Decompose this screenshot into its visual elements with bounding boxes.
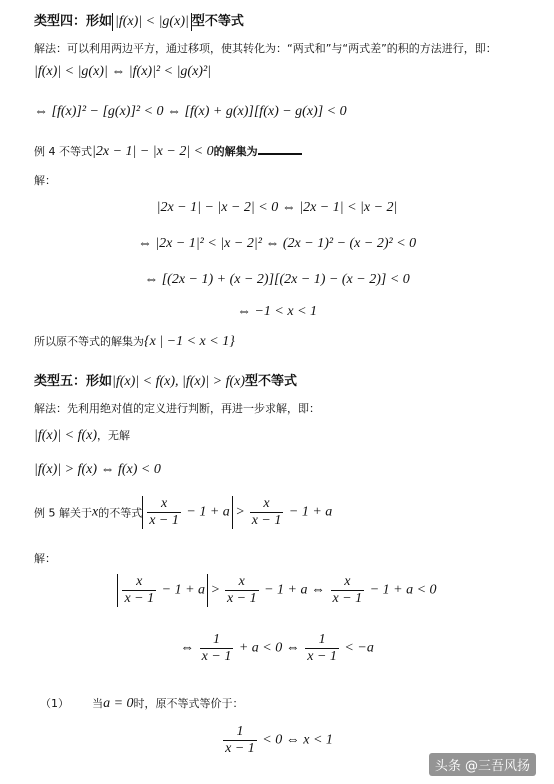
- fraction-denominator: x − 1: [201, 649, 232, 664]
- section4-method: 解法：可以利用两边平方，通过移项，使其转化为：“两式和”与“两式差”的积的方法进行，即：: [34, 42, 497, 55]
- example5-step1: [0, 574, 554, 607]
- fraction-denominator: x − 1: [149, 513, 179, 528]
- section4-eq1: |f(x)| < |g(x)| ⇔ |f(x)|² < |g(x)²|: [34, 64, 212, 79]
- section4-eq2: ⇔ [f(x)]² − [g(x)]² < 0 ⇔ [f(x) + g(x)][f(x) − g(x)] < 0: [34, 104, 347, 119]
- answer-blank: [258, 141, 302, 155]
- example4-step1: |2x − 1| − |x − 2| < 0 ⇔ |2x − 1| < |x − 2|: [156, 200, 398, 215]
- fraction: [147, 496, 181, 529]
- expr-tail: − 1 + a: [158, 582, 206, 598]
- fraction-numerator: x: [147, 496, 181, 513]
- example4-step2: ⇔ |2x − 1|² < |x − 2|² ⇔ (2x − 1)² − (x − 2)² < 0: [137, 236, 417, 251]
- fraction: [200, 632, 234, 665]
- iff-symbol: ⇔: [180, 640, 198, 656]
- fraction: [122, 574, 156, 607]
- case1-condition: a = 0: [103, 696, 134, 711]
- watermark: 头条 @三吾风扬: [429, 753, 536, 776]
- section5-prefix: 类型五：形如: [34, 374, 113, 389]
- fraction-numerator: 1: [200, 632, 234, 649]
- example4-line: [34, 140, 302, 160]
- fraction-numerator: 1: [223, 724, 257, 741]
- iff-symbol: ⇔: [307, 582, 329, 598]
- case1-text1: 当: [92, 697, 104, 710]
- section5-method: 解法：先利用绝对值的定义进行判断，再进一步求解，即：: [34, 402, 320, 415]
- example5-var: x: [92, 504, 99, 520]
- expr-tail: < −a: [340, 640, 374, 656]
- section4-heading: [34, 10, 244, 31]
- example5-step2: [0, 632, 554, 665]
- expr-tail: − 1 + a < 0: [366, 582, 437, 598]
- iff-symbol: ⇔: [282, 640, 304, 656]
- example4-suffix: 的解集为: [213, 145, 258, 158]
- example5-prefix: 例 5 解关于: [34, 506, 92, 520]
- example4-formula: |2x − 1| − |x − 2| < 0: [92, 144, 214, 159]
- greater-than: >: [232, 504, 248, 520]
- expr-tail: < 0 ⇔ x < 1: [258, 732, 333, 748]
- fraction-numerator: x: [122, 574, 156, 591]
- case1-line: [40, 692, 244, 712]
- fraction: [305, 632, 339, 665]
- example5-abs-expr: [142, 496, 233, 529]
- section5-formula: |f(x)| < f(x), |f(x)| > f(x): [112, 374, 246, 389]
- example4-step3: ⇔ [(2x − 1) + (x − 2)][(2x − 1) − (x − 2)] < 0: [144, 272, 410, 287]
- section5-suffix: 型不等式: [245, 374, 298, 389]
- expr-tail: + a < 0: [235, 640, 283, 656]
- fraction-numerator: x: [225, 574, 259, 591]
- fraction-denominator: x − 1: [124, 591, 155, 606]
- example5-line: [34, 496, 332, 529]
- expr-tail: − 1 + a: [182, 504, 230, 520]
- fraction-denominator: x − 1: [307, 649, 337, 664]
- fraction: [331, 574, 365, 607]
- example4-solution-label: 解：: [34, 174, 56, 187]
- expr-tail: − 1 + a: [260, 582, 308, 598]
- fraction: [225, 574, 259, 607]
- example5-solution-label: 解：: [34, 552, 56, 565]
- fraction: [250, 496, 284, 529]
- section5-rule2: |f(x)| > f(x) ⇔ f(x) < 0: [34, 462, 161, 477]
- fraction: [223, 724, 257, 757]
- example5-mid: 的不等式: [98, 506, 143, 520]
- example4-answer-prefix: 所以原不等式的解集为: [34, 335, 144, 348]
- fraction-denominator: x − 1: [332, 591, 363, 606]
- example4-step4: ⇔ −1 < x < 1: [236, 304, 318, 319]
- fraction-denominator: x − 1: [226, 591, 257, 606]
- fraction-denominator: x − 1: [251, 513, 282, 528]
- step1-abs-expr: [117, 574, 208, 607]
- greater-than: >: [208, 582, 223, 598]
- expr-tail: − 1 + a: [285, 504, 333, 520]
- fraction-denominator: x − 1: [225, 741, 255, 756]
- section5-heading: [34, 370, 297, 390]
- example4-answer-set: {x | −1 < x < 1}: [144, 334, 235, 349]
- case1-text2: 时，原不等式等价于：: [133, 697, 244, 710]
- case1-label: （1）: [40, 697, 69, 710]
- example4-prefix: 例 4 不等式: [34, 145, 92, 158]
- fraction-numerator: 1: [305, 632, 339, 649]
- example4-answer: [34, 330, 235, 350]
- section5-rule1: [34, 424, 130, 444]
- section4-formula: |f(x)| < |g(x)|: [112, 13, 192, 31]
- fraction-numerator: x: [331, 574, 365, 591]
- fraction-numerator: x: [250, 496, 284, 513]
- section4-suffix: 型不等式: [191, 14, 244, 29]
- section4-prefix: 类型四：形如: [34, 14, 113, 29]
- section5-rule1-note: ，无解: [97, 429, 130, 442]
- section5-rule1-formula: |f(x)| < f(x): [34, 428, 97, 443]
